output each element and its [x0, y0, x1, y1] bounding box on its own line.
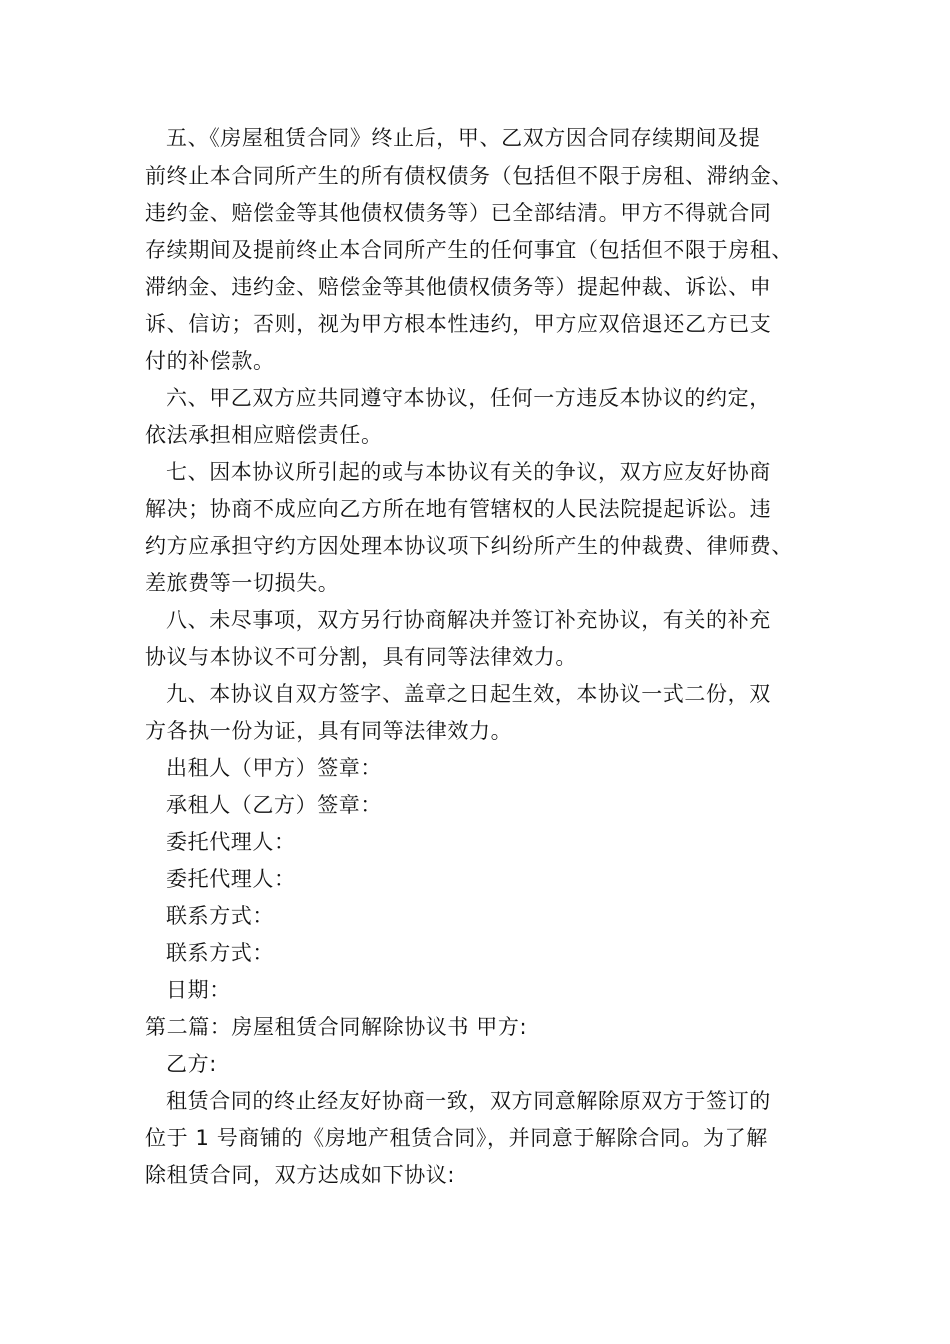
section-2-intro-line-1: 租赁合同的终止经友好协商一致，双方同意解除原双方于签订的: [166, 1089, 771, 1113]
lessee-signature-label: 承租人（乙方）签章：: [166, 793, 382, 817]
clause-5-line-6: 诉、信访；否则，视为甲方根本性违约，甲方应双倍退还乙方已支: [145, 312, 772, 336]
clause-5-line-5: 滞纳金、违约金、赔偿金等其他债权债务等）提起仲裁、诉讼、申: [145, 275, 772, 299]
clause-9-line-2: 方各执一份为证，具有同等法律效力。: [145, 719, 513, 743]
clause-7-line-3: 约方应承担守约方因处理本协议项下纠纷所产生的仲裁费、律师费、: [145, 534, 793, 558]
agent-label-1: 委托代理人：: [166, 830, 296, 854]
clause-9-line-1: 九、本协议自双方签字、盖章之日起生效，本协议一式二份，双: [166, 682, 771, 706]
agent-label-2: 委托代理人：: [166, 867, 296, 891]
clause-5-line-7: 付的补偿款。: [145, 349, 275, 373]
party-b-label: 乙方:: [166, 1052, 217, 1076]
clause-5-line-4: 存续期间及提前终止本合同所产生的任何事宜（包括但不限于房租、: [145, 238, 793, 262]
clause-7-line-2: 解决；协商不成应向乙方所在地有管辖权的人民法院提起诉讼。违: [145, 497, 772, 521]
clause-5-line-2: 前终止本合同所产生的所有债权债务（包括但不限于房租、滞纳金、: [145, 164, 793, 188]
lessor-signature-label: 出租人（甲方）签章：: [166, 756, 382, 780]
clause-8-line-2: 协议与本协议不可分割，具有同等法律效力。: [145, 645, 577, 669]
section-2-intro-line-2: 位于 1 号商铺的《房地产租赁合同》，并同意于解除合同。为了解: [145, 1126, 768, 1150]
contact-label-1: 联系方式：: [166, 904, 274, 928]
contact-label-2: 联系方式：: [166, 941, 274, 965]
clause-5-line-1: 五、《房屋租赁合同》终止后，甲、乙双方因合同存续期间及提: [166, 126, 761, 150]
section-2-intro-line-3: 除租赁合同，双方达成如下协议:: [145, 1163, 456, 1187]
clause-6-line-2: 依法承担相应赔偿责任。: [145, 423, 383, 447]
clause-6-line-1: 六、甲乙双方应共同遵守本协议，任何一方违反本协议的约定，: [166, 386, 771, 410]
section-2-heading: 第二篇：房屋租赁合同解除协议书 甲方:: [145, 1015, 528, 1039]
clause-8-line-1: 八、未尽事项，双方另行协商解决并签订补充协议，有关的补充: [166, 608, 771, 632]
clause-7-line-1: 七、因本协议所引起的或与本协议有关的争议，双方应友好协商: [166, 460, 771, 484]
date-label: 日期：: [166, 978, 231, 1002]
clause-5-line-3: 违约金、赔偿金等其他债权债务等）已全部结清。甲方不得就合同: [145, 201, 772, 225]
clause-7-line-4: 差旅费等一切损失。: [145, 571, 340, 595]
